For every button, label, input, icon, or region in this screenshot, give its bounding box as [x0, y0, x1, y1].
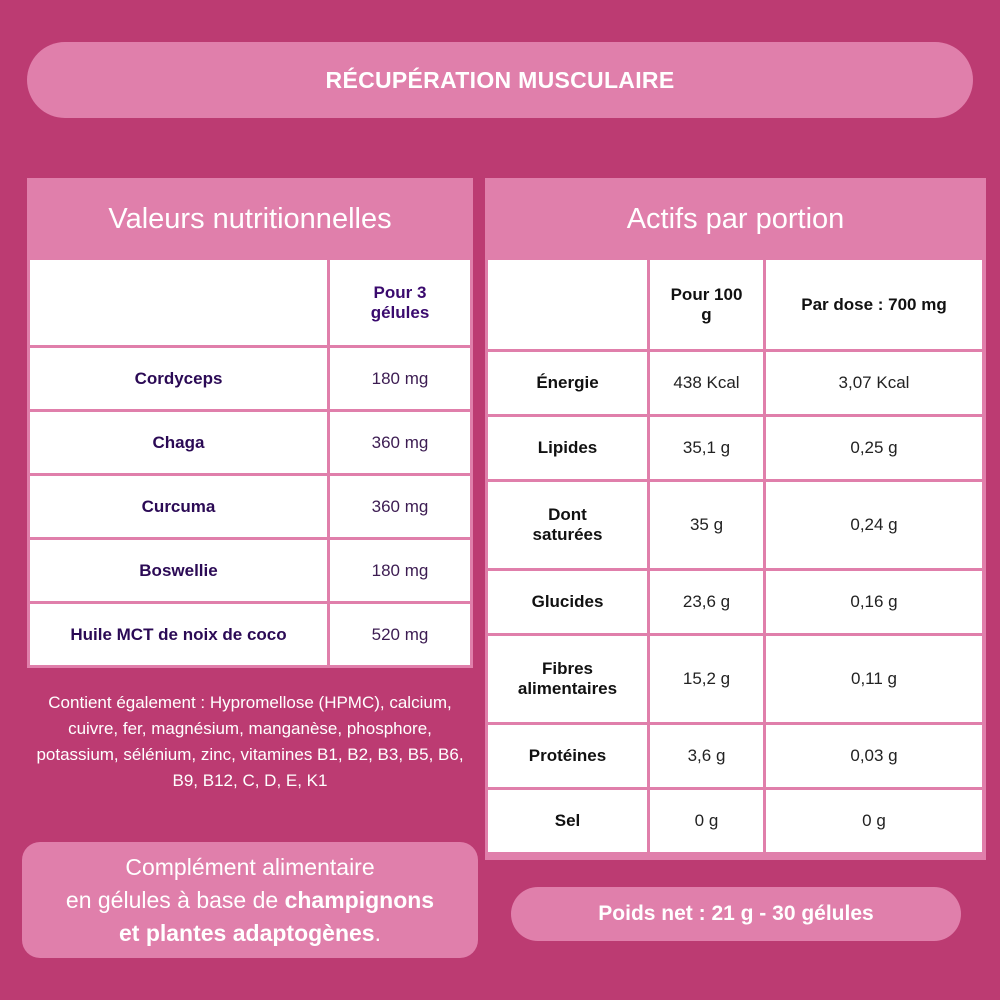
- ingredient-value: 180 mg: [330, 348, 470, 409]
- nutrient-name: Fibres alimentaires: [488, 636, 647, 722]
- nutrient-per100: 0 g: [650, 790, 763, 852]
- nutrient-per100: 35 g: [650, 482, 763, 568]
- actifs-header-empty: [488, 260, 647, 349]
- ingredient-value: 360 mg: [330, 412, 470, 473]
- nutrition-header-empty: [30, 260, 327, 345]
- additional-ingredients-text: Contient également : Hypromellose (HPMC), calcium, cuivre, fer, magnésium, manganèse, phosphore, potassium, sélénium, zinc, vitamines B1, B2, B3, B5, B6, B9, B12, C, D, E, K1: [36, 693, 464, 790]
- ingredient-value: 520 mg: [330, 604, 470, 665]
- complement-line3-suffix: .: [374, 919, 381, 946]
- ingredient-name: Curcuma: [30, 476, 327, 537]
- complement-description: [22, 842, 478, 958]
- nutrient-per100: 15,2 g: [650, 636, 763, 722]
- table-row: [30, 348, 470, 409]
- nutrient-name: Dont saturées: [488, 482, 647, 568]
- nutrient-perdose: 3,07 Kcal: [766, 352, 982, 414]
- ingredient-value: 360 mg: [330, 476, 470, 537]
- nutrient-per100: 3,6 g: [650, 725, 763, 787]
- page-title-banner: [27, 42, 973, 118]
- actifs-title: Actifs par portion: [626, 202, 845, 235]
- net-weight-text: Poids net : 21 g - 30 gélules: [598, 902, 874, 925]
- nutrient-name: Protéines: [488, 725, 647, 787]
- nutrition-header-per3: Pour 3 gélules: [330, 260, 470, 345]
- actifs-panel: [485, 178, 986, 860]
- ingredient-name: Huile MCT de noix de coco: [30, 604, 327, 665]
- nutrient-perdose: 0 g: [766, 790, 982, 852]
- table-row: [488, 482, 982, 568]
- nutrient-name: Sel: [488, 790, 647, 852]
- nutrient-per100: 35,1 g: [650, 417, 763, 479]
- actifs-header-perdose: Par dose : 700 mg: [766, 260, 982, 349]
- page-title: RÉCUPÉRATION MUSCULAIRE: [325, 66, 675, 93]
- ingredient-value: 180 mg: [330, 540, 470, 601]
- table-row: [488, 417, 982, 479]
- table-row: [488, 571, 982, 633]
- table-row: [488, 352, 982, 414]
- ingredient-name: Chaga: [30, 412, 327, 473]
- table-row: [488, 790, 982, 852]
- complement-line3: [119, 917, 381, 950]
- table-row: [30, 540, 470, 601]
- ingredient-name: Boswellie: [30, 540, 327, 601]
- complement-line3-bold: et plantes adaptogènes: [118, 919, 375, 946]
- actifs-table: [485, 257, 985, 855]
- nutrient-perdose: 0,11 g: [766, 636, 982, 722]
- nutrient-perdose: 0,03 g: [766, 725, 982, 787]
- table-row: [30, 476, 470, 537]
- nutrition-title: Valeurs nutritionnelles: [108, 202, 392, 235]
- nutrition-panel: [27, 178, 473, 668]
- complement-line2: [66, 884, 434, 917]
- nutrient-perdose: 0,24 g: [766, 482, 982, 568]
- nutrient-perdose: 0,16 g: [766, 571, 982, 633]
- table-row: [30, 412, 470, 473]
- nutrient-name: Glucides: [488, 571, 647, 633]
- nutrition-table: [27, 257, 473, 668]
- nutrient-perdose: 0,25 g: [766, 417, 982, 479]
- nutrient-name: Énergie: [488, 352, 647, 414]
- ingredient-name: Cordyceps: [30, 348, 327, 409]
- complement-line1: Complément alimentaire: [125, 853, 375, 880]
- table-row: [488, 725, 982, 787]
- table-row: [30, 604, 470, 665]
- nutrient-per100: 438 Kcal: [650, 352, 763, 414]
- complement-line2-prefix: en gélules à base de: [65, 886, 285, 913]
- nutrient-per100: 23,6 g: [650, 571, 763, 633]
- nutrient-name: Lipides: [488, 417, 647, 479]
- table-row: [488, 636, 982, 722]
- actifs-header-per100: Pour 100 g: [650, 260, 763, 349]
- complement-line2-bold: champignons: [284, 886, 435, 913]
- net-weight-badge: [511, 887, 961, 941]
